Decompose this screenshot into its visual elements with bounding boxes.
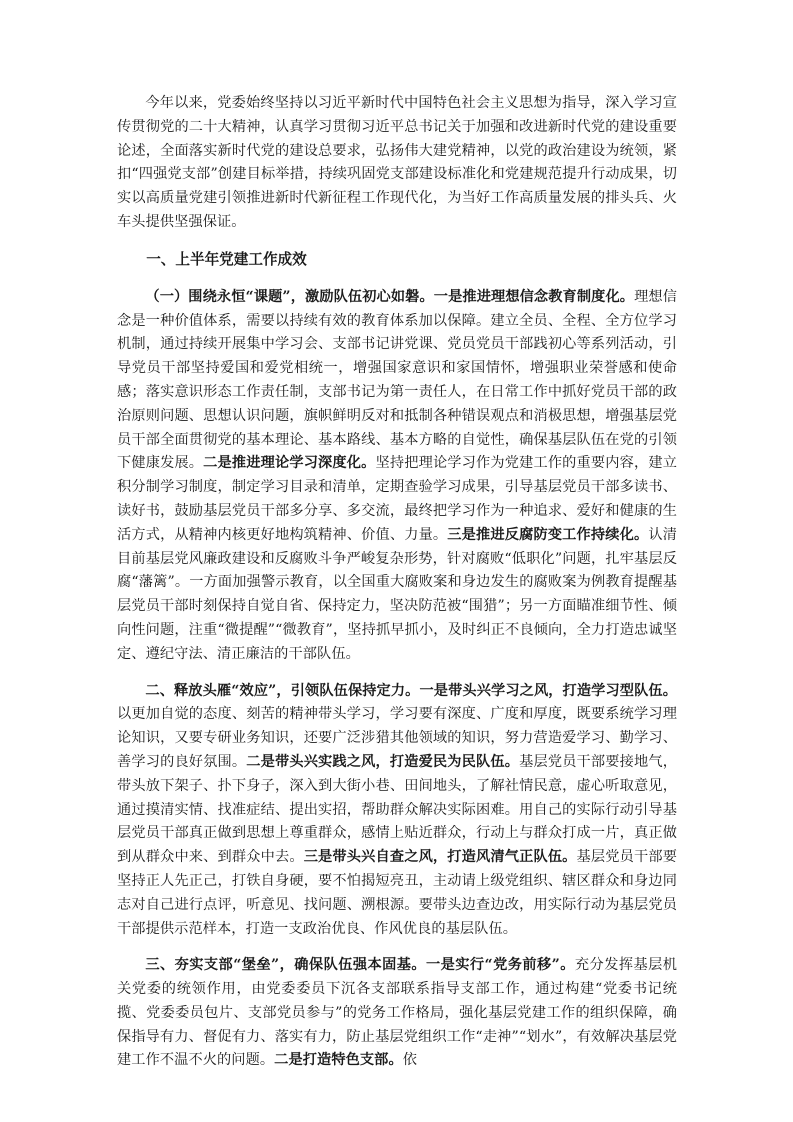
paragraph-1-point-2-title: 二是推进理论学习深度化。 xyxy=(203,455,376,472)
paragraph-3-title: 三、夯实支部“堡垒”，确保队伍强本固基。 xyxy=(145,957,426,974)
section-heading-1: 一、上半年党建工作成效 xyxy=(146,250,307,268)
paragraph-3 xyxy=(117,954,677,1073)
paragraph-1-point-1-title: 一是推进理想信念教育制度化。 xyxy=(433,288,635,305)
paragraph-1-title: （一）围绕永恒“课题”，激励队伍初心如磐。 xyxy=(145,288,434,305)
paragraph-1-point-2-text: 坚持把理论学习作为党建工作的重要内容，建立积分制学习制度，制定学习目录和清单，定期查验学习成果，引导基层党员干部多读书、读好书，鼓励基层党员干部多分享、多交流，最终把学习作为一种追求、爱好和健康的生活方式，从精神内核更好地构筑精神、价值、力量。 xyxy=(117,455,677,543)
document-page xyxy=(117,92,677,1086)
intro-paragraph: 今年以来，党委始终坚持以习近平新时代中国特色社会主义思想为指导，深入学习宣传贯彻党的二十大精神，认真学习贯彻习近平总书记关于加强和改进新时代党的建设重要论述，全面落实新时代党的建设总要求，弘扬伟大建党精神，以党的政治建设为统领，紧扣“四强党支部”创建目标举措，持续巩固党支部建设标准化和党建规范提升行动成果，切实以高质量党建引领推进新时代新征程工作现代化，为当好工作高质量发展的排头兵、火车头提供坚强保证。 xyxy=(117,95,677,230)
paragraph-2-point-2-text: 基层党员干部要接地气，带头放下架子、扑下身子，深入到大街小巷、田间地头，了解社情民意，虚心听取意见，通过摸清实情、找准症结、提出实招，帮助群众解决实际困难。用自己的实际行动引导基层党员干部真正做到思想上尊重群众，感情上贴近群众，行动上与群众打成一片，真正做到从群众中来、到群众中去。 xyxy=(117,753,678,866)
paragraph-1-point-1-text: 理想信念是一种价值体系，需要以持续有效的教育体系加以保障。建立全员、全程、全方位学习机制，通过持续开展集中学习会、支部书记讲党课、党员党员干部践初心等系列活动，引导党员干部坚持爱国和爱党相统一，增强国家意识和家国情怀，增强职业荣誉感和使命感；落实意识形态工作责任制，支部书记为第一责任人，在日常工作中抓好党员干部的政治原则问题、思想认识问题，旗帜鲜明反对和抵制各种错误观点和消极思想，增强基层党员干部全面贯彻党的基本理论、基本路线、基本方略的自觉性，确保基层队伍在党的引领下健康发展。 xyxy=(117,288,677,472)
paragraph-1 xyxy=(117,286,677,667)
paragraph-3-point-1-title: 一是实行“党务前移”。 xyxy=(426,957,575,974)
paragraph-2-title: 二、释放头雁“效应”，引领队伍保持定力。 xyxy=(145,682,420,699)
paragraph-3-point-2-title: 二是打造特色支部。 xyxy=(274,1052,403,1069)
paragraph-3-point-2-text: 依 xyxy=(402,1052,418,1069)
paragraph-1-point-3-text: 认清目前基层党风廉政建设和反腐败斗争严峻复杂形势，针对腐败“低职化”问题，扎牢基层反腐“藩篱”。一方面加强警示教育，以全国重大腐败案和身边发生的腐败案为例教育提醒基层党员干部时刻保持自觉自省、保持定力，坚决防范被“围猎”；另一方面瞄准细节性、倾向性问题，注重“微提醒”“微教育”，坚持抓早抓小，及时纠正不良倾向，全力打造忠诚坚定、遵纪守法、清正廉洁的干部队伍。 xyxy=(117,526,677,662)
paragraph-2-point-3-title: 三是带头兴自查之风，打造风清气正队伍。 xyxy=(303,849,577,866)
paragraph-3-point-1-text: 充分发挥基层机关党委的统领作用，由党委委员下沉各支部联系指导支部工作，通过构建“党委书记统揽、党委委员包片、支部党员参与”的党务工作格局，强化基层党建工作的组织保障，确保指导有力、督促有力、落实有力，防止基层党组织工作“走神”“划水”，有效解决基层党建工作不温不火的问题。 xyxy=(117,957,678,1069)
paragraph-1-point-3-title: 三是推进反腐防变工作持续化。 xyxy=(447,526,649,543)
paragraph-2-point-1-text: 以更加自觉的态度、刻苦的精神带头学习，学习要有深度、广度和厚度，既要系统学习理论知识，又要专研业务知识，还要广泛涉猎其他领域的知识，努力营造爱学习、勤学习、善学习的良好氛围。 xyxy=(117,706,677,770)
paragraph-2 xyxy=(117,680,677,942)
paragraph-2-point-1-title: 一是带头兴学习之风，打造学习型队伍。 xyxy=(419,682,677,699)
paragraph-2-point-2-title: 二是带头兴实践之风，打造爱民为民队伍。 xyxy=(246,753,520,770)
paragraph-2-point-3-text: 基层党员干部要坚持正人先正己，打铁自身硬，要不怕揭短亮丑，主动请上级党组织、辖区群众和身边同志对自己进行点评，听意见、找问题、溯根源。要带头边查边改，用实际行动为基层党员干部提供示范样本，打造一支政治优良、作风优良的基层队伍。 xyxy=(117,849,677,937)
